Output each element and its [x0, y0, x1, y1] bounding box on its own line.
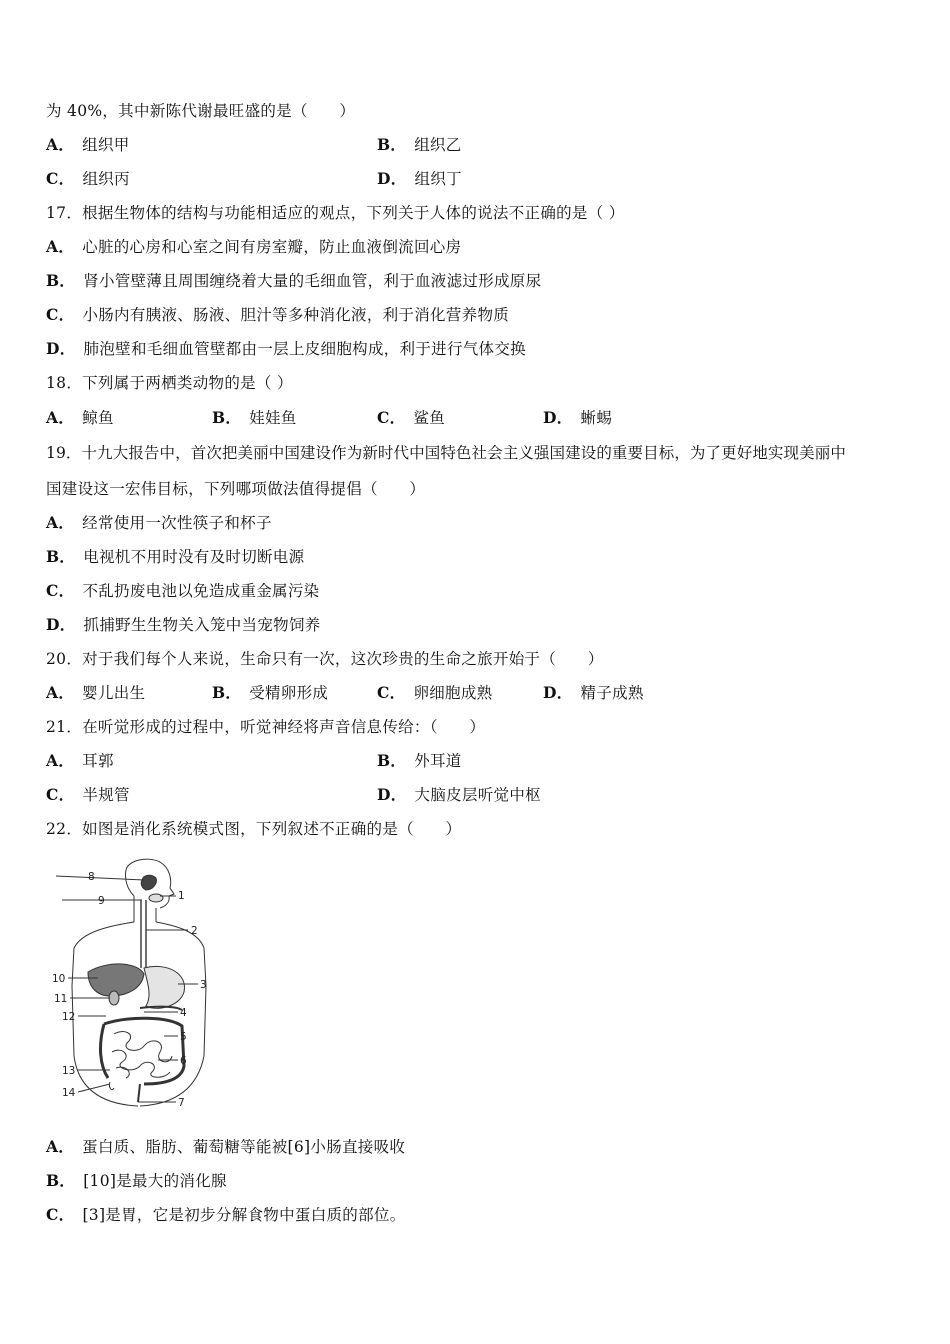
q16-option-c	[46, 169, 130, 189]
option-label: D．	[46, 615, 76, 634]
option-text: 肺泡壁和毛细血管壁都由一层上皮细胞构成，利于进行气体交换	[83, 340, 526, 358]
option-label: C．	[46, 169, 75, 188]
option-text: 组织乙	[414, 136, 462, 154]
option-text: 鲨鱼	[413, 409, 446, 427]
q17-option-a	[46, 237, 461, 257]
q22-option-b	[46, 1171, 227, 1191]
option-text: 组织甲	[82, 136, 130, 154]
option-label: B．	[212, 683, 242, 702]
q16-stem-tail: 为 40%，其中新陈代谢最旺盛的是（ ）	[46, 102, 356, 120]
option-text: 小肠内有胰液、肠液、胆汁等多种消化液，利于消化营养物质	[82, 306, 510, 324]
option-label: B．	[46, 271, 76, 290]
option-label: D．	[46, 339, 76, 358]
option-label: A．	[46, 751, 75, 770]
diagram-label-1: 1	[178, 890, 185, 902]
option-label: A．	[46, 1137, 75, 1156]
option-label: D．	[377, 785, 407, 804]
option-text: 肾小管壁薄且周围缠绕着大量的毛细血管，利于血液滤过形成原尿	[83, 272, 542, 290]
option-label: D．	[377, 169, 407, 188]
q16-option-a	[46, 135, 130, 155]
option-label: B．	[377, 751, 407, 770]
q22-option-a	[46, 1137, 405, 1157]
diagram-label-11: 11	[54, 993, 68, 1005]
option-text: 娃娃鱼	[249, 409, 297, 427]
option-text: [3]是胃，它是初步分解食物中蛋白质的部位。	[82, 1206, 406, 1224]
option-text: 大脑皮层听觉中枢	[414, 786, 541, 804]
q18-option-c	[377, 408, 445, 428]
q20-stem: 20．对于我们每个人来说，生命只有一次，这次珍贵的生命之旅开始于（ ）	[46, 650, 604, 668]
option-label: A．	[46, 408, 75, 427]
q17-option-b	[46, 271, 541, 291]
diagram-label-10: 10	[52, 973, 66, 985]
option-label: A．	[46, 513, 75, 532]
q20-option-b	[212, 683, 328, 703]
option-label: B．	[46, 547, 76, 566]
q22-stem: 22．如图是消化系统模式图，下列叙述不正确的是（ ）	[46, 820, 462, 838]
q21-option-c	[46, 785, 130, 805]
option-label: C．	[377, 683, 406, 702]
q18-option-b	[212, 408, 297, 428]
q21-option-a	[46, 751, 114, 771]
option-label: C．	[46, 305, 75, 324]
q19-stem-line2: 国建设这一宏伟目标，下列哪项做法值得提倡（ ）	[46, 480, 426, 498]
diagram-label-12: 12	[62, 1011, 76, 1023]
option-text: 卵细胞成熟	[413, 684, 493, 702]
option-label: A．	[46, 237, 75, 256]
q21-option-b	[377, 751, 462, 771]
q19-option-d	[46, 615, 321, 635]
q19-option-b	[46, 547, 304, 567]
diagram-label-6: 6	[180, 1055, 187, 1067]
option-text: 抓捕野生生物关入笼中当宠物饲养	[83, 616, 321, 634]
diagram-label-4: 4	[180, 1007, 187, 1019]
option-text: 心脏的心房和心室之间有房室瓣，防止血液倒流回心房	[82, 238, 462, 256]
q18-stem: 18．下列属于两栖类动物的是（ ）	[46, 374, 293, 392]
option-text: 组织丙	[82, 170, 130, 188]
q21-stem: 21．在听觉形成的过程中，听觉神经将声音信息传给：（ ）	[46, 718, 486, 736]
diagram-label-9: 9	[98, 895, 105, 907]
option-text: 不乱扔废电池以免造成重金属污染	[82, 582, 320, 600]
option-text: 婴儿出生	[82, 684, 146, 702]
q16-option-d	[377, 169, 462, 189]
option-label: B．	[377, 135, 407, 154]
q18-option-d	[543, 408, 612, 428]
q22-option-c	[46, 1205, 406, 1225]
diagram-label-14: 14	[62, 1087, 76, 1099]
q18-option-a	[46, 408, 114, 428]
q17-option-c	[46, 305, 509, 325]
option-text: 电视机不用时没有及时切断电源	[83, 548, 305, 566]
option-label: A．	[46, 135, 75, 154]
q20-option-c	[377, 683, 492, 703]
q21-option-d	[377, 785, 541, 805]
option-text: 半规管	[82, 786, 130, 804]
diagram-label-8: 8	[88, 871, 95, 883]
option-text: 鲸鱼	[82, 409, 114, 427]
option-label: C．	[377, 408, 406, 427]
diagram-label-5: 5	[180, 1031, 187, 1043]
diagram-label-7: 7	[178, 1097, 185, 1109]
option-label: D．	[543, 408, 573, 427]
option-text: [10]是最大的消化腺	[83, 1172, 227, 1190]
option-label: A．	[46, 683, 75, 702]
option-text: 受精卵形成	[249, 684, 329, 702]
q16-option-b	[377, 135, 462, 155]
option-label: B．	[46, 1171, 76, 1190]
option-text: 蜥蜴	[580, 409, 613, 427]
diagram-label-13: 13	[62, 1065, 76, 1077]
diagram-label-3: 3	[200, 979, 207, 991]
option-text: 外耳道	[414, 752, 462, 770]
option-text: 经常使用一次性筷子和杯子	[82, 514, 272, 532]
option-label: D．	[543, 683, 573, 702]
q19-stem-line1: 19．十九大报告中，首次把美丽中国建设作为新时代中国特色社会主义强国建设的重要目标，为了更好地实现美丽中	[46, 444, 846, 462]
option-text: 组织丁	[414, 170, 462, 188]
q19-option-a	[46, 513, 272, 533]
diagram-label-2: 2	[191, 925, 198, 937]
digestive-system-diagram	[48, 856, 218, 1116]
option-label: C．	[46, 1205, 75, 1224]
option-text: 蛋白质、脂肪、葡萄糖等能被[6]小肠直接吸收	[82, 1138, 406, 1156]
q17-stem: 17．根据生物体的结构与功能相适应的观点，下列关于人体的说法不正确的是（ ）	[46, 204, 625, 222]
option-label: C．	[46, 581, 75, 600]
q17-option-d	[46, 339, 526, 359]
option-label: C．	[46, 785, 75, 804]
q20-option-a	[46, 683, 145, 703]
option-text: 耳郭	[82, 752, 114, 770]
option-label: B．	[212, 408, 242, 427]
q19-option-c	[46, 581, 319, 601]
q20-option-d	[543, 683, 644, 703]
option-text: 精子成熟	[580, 684, 644, 702]
